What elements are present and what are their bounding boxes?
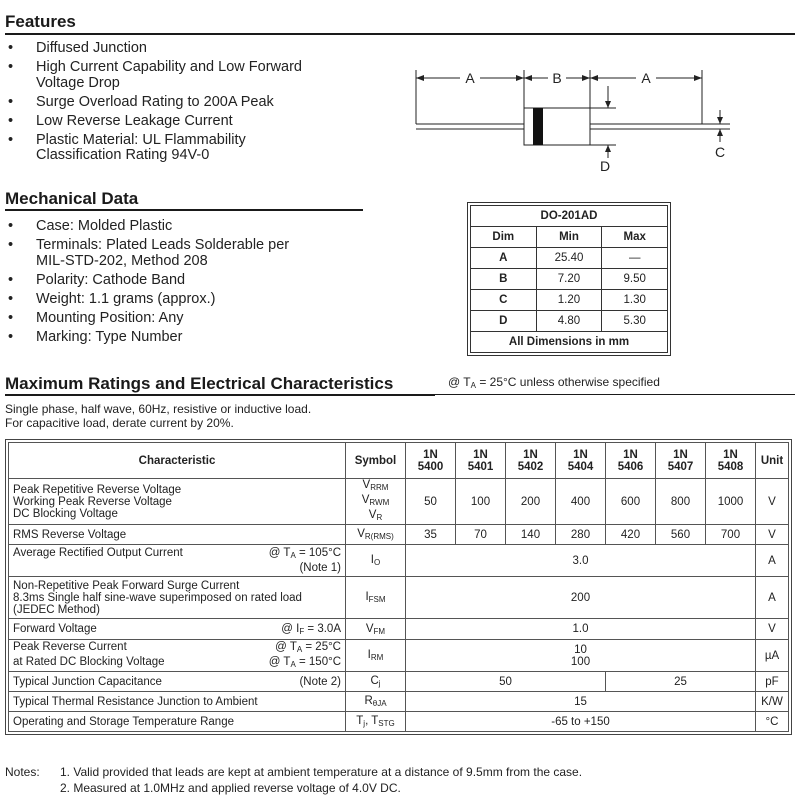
dim-row: A 25.40 — [471,248,668,269]
dim-header-dim: Dim [471,227,537,248]
bullet-icon: • [8,290,14,307]
header-part: 1N 5404 [556,443,606,479]
mechanical-item-text: MIL-STD-202, Method 208 [36,252,208,269]
dim-row: D 4.80 5.30 [471,311,668,332]
ratings-table-frame [5,439,792,735]
features-item-text: Low Reverse Leakage Current [36,112,233,129]
features-title: Features [5,12,76,31]
ratings-header-row [9,443,789,479]
features-item [8,133,388,164]
dim-label-a-left: A [465,70,475,86]
ratings-intro-1: Single phase, half wave, 60Hz, resistive or inductive load. [5,402,312,416]
mechanical-item-text: Case: Molded Plastic [36,218,173,234]
bullet-icon: • [8,328,14,345]
header-part: 1N 5408 [706,443,756,479]
dimension-table-frame [467,202,671,356]
mechanical-item [8,238,388,269]
table-row: Forward Voltage @ $I_F = 3.0A$ $V_{FM}$ 1.0 V [9,619,789,640]
cathode-band [533,108,543,145]
table-row: Average Rectified Output Current @ $T_A = 105^\circ C$ (Note 1) $I_O$ 3.0 A [9,545,789,577]
bullet-icon: • [8,112,14,129]
features-item-text: Diffused Junction [36,40,147,56]
dim-row: B 7.20 9.50 [471,269,668,290]
mechanical-item [8,219,388,235]
features-item-text: Classification Rating 94V-0 [36,147,210,163]
features-item [8,41,388,57]
bullet-icon: • [8,131,14,148]
bullet-icon: • [8,309,14,326]
table-row: Peak Repetitive Reverse Voltage Working Peak Reverse Voltage DC Blocking Voltage $V_{RRM}$ $V_{RWM}$ $V_R$ 50 100 200 400 600 800 1000 V [9,479,789,525]
dim-header-min: Min [536,227,602,248]
mechanical-item [8,330,388,346]
table-row: Typical Junction Capacitance (Note 2) $C_j$ 50 25 pF [9,672,789,692]
mechanical-item-text: Terminals: Plated Leads Solderable per [36,237,290,253]
table-row: Operating and Storage Temperature Range $T_j$, $T_{STG}$ -65 to +150 °C [9,712,789,732]
ratings-table [8,442,789,732]
mechanical-item-text: Mounting Position: Any [36,309,184,326]
mechanical-item-text: Polarity: Cathode Band [36,271,186,288]
table-row: Typical Thermal Resistance Junction to Ambient $R_{\theta JA}$ 15 K/W [9,692,789,712]
bullet-icon: • [8,237,14,253]
header-part: 1N 5400 [406,443,456,479]
features-item-text: Plastic Material: UL Flammability [36,131,246,148]
notes-label: Notes: [5,765,40,779]
mechanical-item [8,273,388,289]
ratings-rule-thin [435,394,795,395]
diode-outline-diagram [400,60,740,180]
header-part: 1N 5402 [506,443,556,479]
dim-label-c: C [714,144,726,160]
dimension-table [470,205,668,353]
dimension-table-footer: All Dimensions in mm [471,332,668,353]
dim-header-max: Max [602,227,668,248]
table-row: RMS Reverse Voltage $V_{R(RMS)}$ 35 70 140 280 420 560 700 V [9,525,789,545]
dim-label-b: B [552,70,562,86]
mechanical-item [8,311,388,327]
header-part: 1N 5401 [456,443,506,479]
ratings-intro-2: For capacitive load, derate current by 20%. [5,416,234,430]
ratings-rule [5,394,435,396]
bullet-icon: • [8,93,14,110]
ratings-condition: @ $T_A = 25^\circ C$ unless otherwise specified [448,375,660,390]
dim-label-a-right: A [641,70,651,86]
bullet-icon: • [8,271,14,288]
table-row: Non-Repetitive Peak Forward Surge Current 8.3ms Single half sine-wave superimposed on rated load (JEDEC Method) $I_{FSM}$ 200 A [9,577,789,619]
mechanical-item [8,292,388,308]
header-part: 1N 5406 [606,443,656,479]
features-item [8,114,388,130]
features-item [8,95,388,111]
features-item-text: Surge Overload Rating to 200A Peak [36,93,274,110]
header-characteristic: Characteristic [9,443,346,479]
header-unit: Unit [756,443,789,479]
features-item-text: Voltage Drop [36,74,120,91]
mechanical-title: Mechanical Data [5,189,139,208]
features-item-text: High Current Capability and Low Forward [36,59,302,75]
mechanical-item-text: Marking: Type Number [36,328,183,345]
mechanical-item-text: Weight: 1.1 grams (approx.) [36,290,216,307]
dimension-table-title: DO-201AD [471,206,668,227]
ratings-title: Maximum Ratings and Electrical Characteristics [5,374,394,393]
bullet-icon: • [8,40,14,56]
mechanical-rule [5,209,363,211]
bullet-icon: • [8,218,14,234]
bullet-icon: • [8,59,14,75]
note-1: 1. Valid provided that leads are kept at ambient temperature at a distance of 9.5mm from the case. [60,765,583,779]
dim-row: C 1.20 1.30 [471,290,668,311]
table-row: Peak Reverse Current @ $T_A = 25^\circ C$ at Rated DC Blocking Voltage @ $T_A = 150^\circ C$ $I_{RM}$ 10 100 µA [9,640,789,672]
header-symbol: Symbol [346,443,406,479]
header-part: 1N 5407 [656,443,706,479]
dim-label-d: D [599,158,611,174]
note-2: 2. Measured at 1.0MHz and applied reverse voltage of 4.0V DC. [60,781,401,795]
features-rule [5,33,795,35]
features-item [8,60,388,91]
